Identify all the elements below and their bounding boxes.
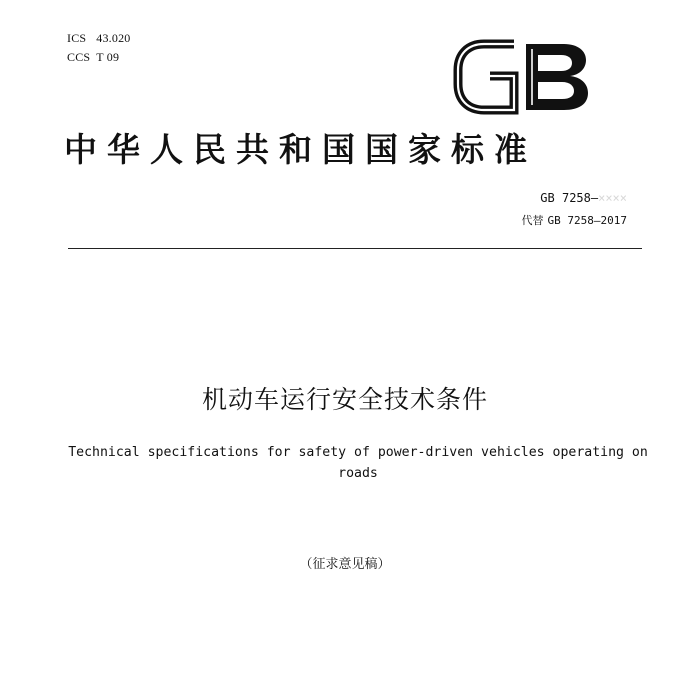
issuer-title: 中华人民共和国国家标准 [64,130,537,169]
replaces-number: GB 7258—2017 [547,214,627,227]
ics-code: 43.020 [96,31,131,45]
document-title-chinese: 机动车运行安全技术条件 [201,385,488,414]
draft-stage-label: （征求意见稿） [299,557,391,572]
gb-logo [452,38,592,116]
document-title-english: Technical specifications for safety of power-driven vehicles operating on roads [68,445,648,481]
ics-code-line [67,30,130,46]
standard-number-suffix: ×××× [598,191,627,205]
ccs-code-line [67,49,119,65]
standard-number [540,190,627,206]
ics-label: ICS [67,31,87,45]
replaces-label: 代替 [521,214,544,227]
header-rule [68,248,642,249]
ccs-code: T 09 [96,50,120,64]
replaces-line [522,213,627,229]
ccs-label: CCS [67,50,91,64]
standard-number-main: GB 7258— [540,191,599,205]
